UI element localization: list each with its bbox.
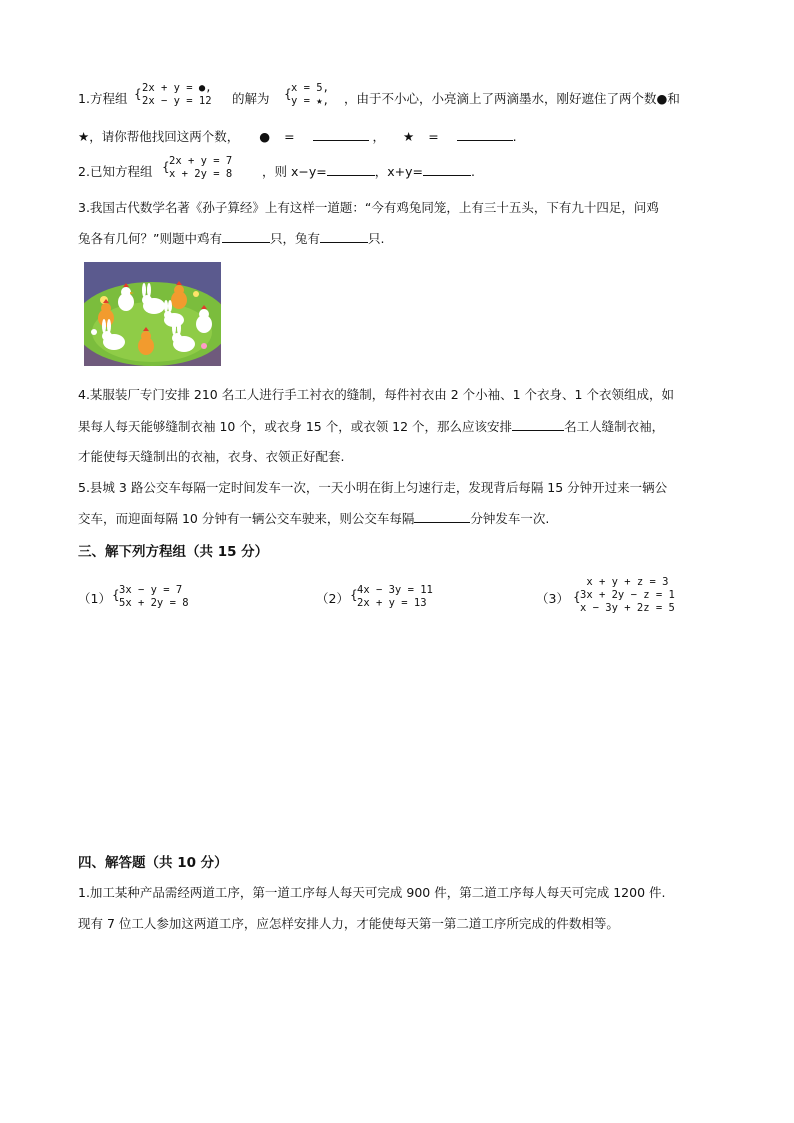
q1-eq1: 2x + y = ●,: [142, 82, 212, 94]
q2-system-brace: {: [162, 160, 170, 174]
problem-3-eq3: x − 3y + 2z = 5: [580, 602, 675, 614]
q5-line1: 5.县城 3 路公交车每隔一定时间发车一次，一天小明在街上匀速行走，发现背后每隔 15 分钟开过来一辆公: [78, 480, 668, 495]
question-2: [78, 162, 152, 180]
problem-2-label: （2）: [316, 591, 349, 606]
section-4-line2: 现有 7 位工人参加这两道工序，应怎样安排人力，才能使每天第一第二道工序所完成的件数相等。: [78, 916, 619, 931]
q2-text-b: ，则 x−y=: [262, 164, 327, 179]
problem-2-eq2: 2x + y = 13: [357, 597, 427, 609]
q1-blank-dot[interactable]: [313, 128, 369, 141]
q2-eq2: x + 2y = 8: [169, 168, 233, 180]
problem-3-eq1: x + y + z = 3: [586, 576, 669, 588]
q3-blank-chicken[interactable]: [222, 230, 270, 243]
q4-text-b: 名工人缝制衣袖，: [564, 419, 665, 434]
section-4-title: 四、解答题（共 10 分）: [78, 855, 228, 871]
q2-equation-system: [169, 155, 232, 181]
question-1: [78, 89, 127, 107]
chicken-rabbit-illustration: [84, 262, 221, 366]
q3-text-c: 只.: [368, 231, 385, 246]
q1-sol1: x = 5,: [291, 82, 329, 94]
q3-text-b: 只，兔有: [269, 231, 320, 246]
q5-text-a: 交车，而迎面每隔 10 分钟有一辆公交车驶来，则公交车每隔: [78, 511, 415, 526]
q1-separator: ，: [372, 129, 386, 144]
problem-2-brace: {: [350, 588, 358, 602]
q2-eq1: 2x + y = 7: [169, 155, 233, 167]
q1-text-d: ★，请你帮他找回这两个数，: [78, 129, 240, 144]
q3-line1: 3.我国古代数学名著《孙子算经》上有这样一道题：“今有鸡兔同笼，上有三十五头，下有九十四足，问鸡: [78, 200, 659, 215]
problem-1-system: [119, 584, 189, 610]
problem-2-eq1: 4x − 3y = 11: [357, 584, 433, 596]
q1-end: .: [512, 129, 517, 144]
q4-line1: 4.某服装厂专门安排 210 名工人进行手工衬衣的缝制，每件衬衣由 2 个小袖、1 个衣身、1 个衣领组成，如: [78, 387, 674, 402]
q1-equals-2: =: [428, 129, 439, 144]
q1-blank-star[interactable]: [457, 128, 513, 141]
q3-text-a: 兔各有几何？”则题中鸡有: [78, 231, 222, 246]
q1-eq2: 2x − y = 12: [142, 95, 212, 107]
q5-text-b: 分钟发车一次.: [470, 511, 550, 526]
q1-system-brace: {: [134, 87, 142, 101]
star-symbol: ★: [403, 129, 415, 144]
section-3-title: 三、解下列方程组（共 15 分）: [78, 544, 269, 560]
problem-1-eq1: 3x − y = 7: [119, 584, 183, 596]
problem-3-system: [580, 576, 675, 615]
problem-3-brace: {: [573, 590, 581, 604]
q1-equation-system: [142, 82, 212, 108]
q2-blank-diff[interactable]: [327, 163, 375, 176]
q3-line2: [78, 230, 384, 248]
problem-1-eq2: 5x + 2y = 8: [119, 597, 189, 609]
q2-number: 2.: [78, 164, 90, 179]
problem-2-system: [357, 584, 433, 610]
q4-blank-workers[interactable]: [512, 418, 564, 431]
q2-text-c: ，x+y=: [374, 164, 423, 179]
problem-1-brace: {: [112, 588, 120, 602]
q1-sol2: y = ★,: [291, 95, 329, 107]
q1-number: 1.: [78, 91, 90, 106]
problem-1-label: （1）: [78, 591, 111, 606]
q1-text-c: ，由于不小心，小亮滴上了两滴墨水，刚好遮住了两个数●和: [344, 91, 680, 106]
q2-end: .: [470, 164, 475, 179]
section-4-line1: 1.加工某种产品需经两道工序，第一道工序每人每天可完成 900 件，第二道工序每人每天可完成 1200 件.: [78, 885, 666, 900]
q5-line2: [78, 510, 549, 528]
q1-text-b: 的解为: [232, 91, 270, 106]
q2-blank-sum[interactable]: [423, 163, 471, 176]
q1-text-a: 方程组: [89, 91, 128, 106]
q3-blank-rabbit[interactable]: [320, 230, 368, 243]
q1-solution-brace: {: [284, 87, 292, 101]
q1-solution-system: [291, 82, 329, 108]
q1-line2: [78, 127, 517, 145]
q4-line2: [78, 418, 664, 436]
q2-answer-line: [262, 162, 475, 180]
q4-line3: 才能使每天缝制出的衣袖，衣身、衣领正好配套.: [78, 449, 345, 464]
q1-equals-1: =: [284, 129, 295, 144]
q4-text-a: 果每人每天能够缝制衣袖 10 个，或衣身 15 个，或衣领 12 个，那么应该安排: [78, 419, 513, 434]
dot-symbol: ●: [259, 129, 271, 144]
q2-text-a: 已知方程组: [89, 164, 153, 179]
problem-3-eq2: 3x + 2y − z = 1: [580, 589, 675, 601]
problem-3-label: （3）: [536, 591, 569, 606]
q5-blank-interval[interactable]: [414, 510, 470, 523]
